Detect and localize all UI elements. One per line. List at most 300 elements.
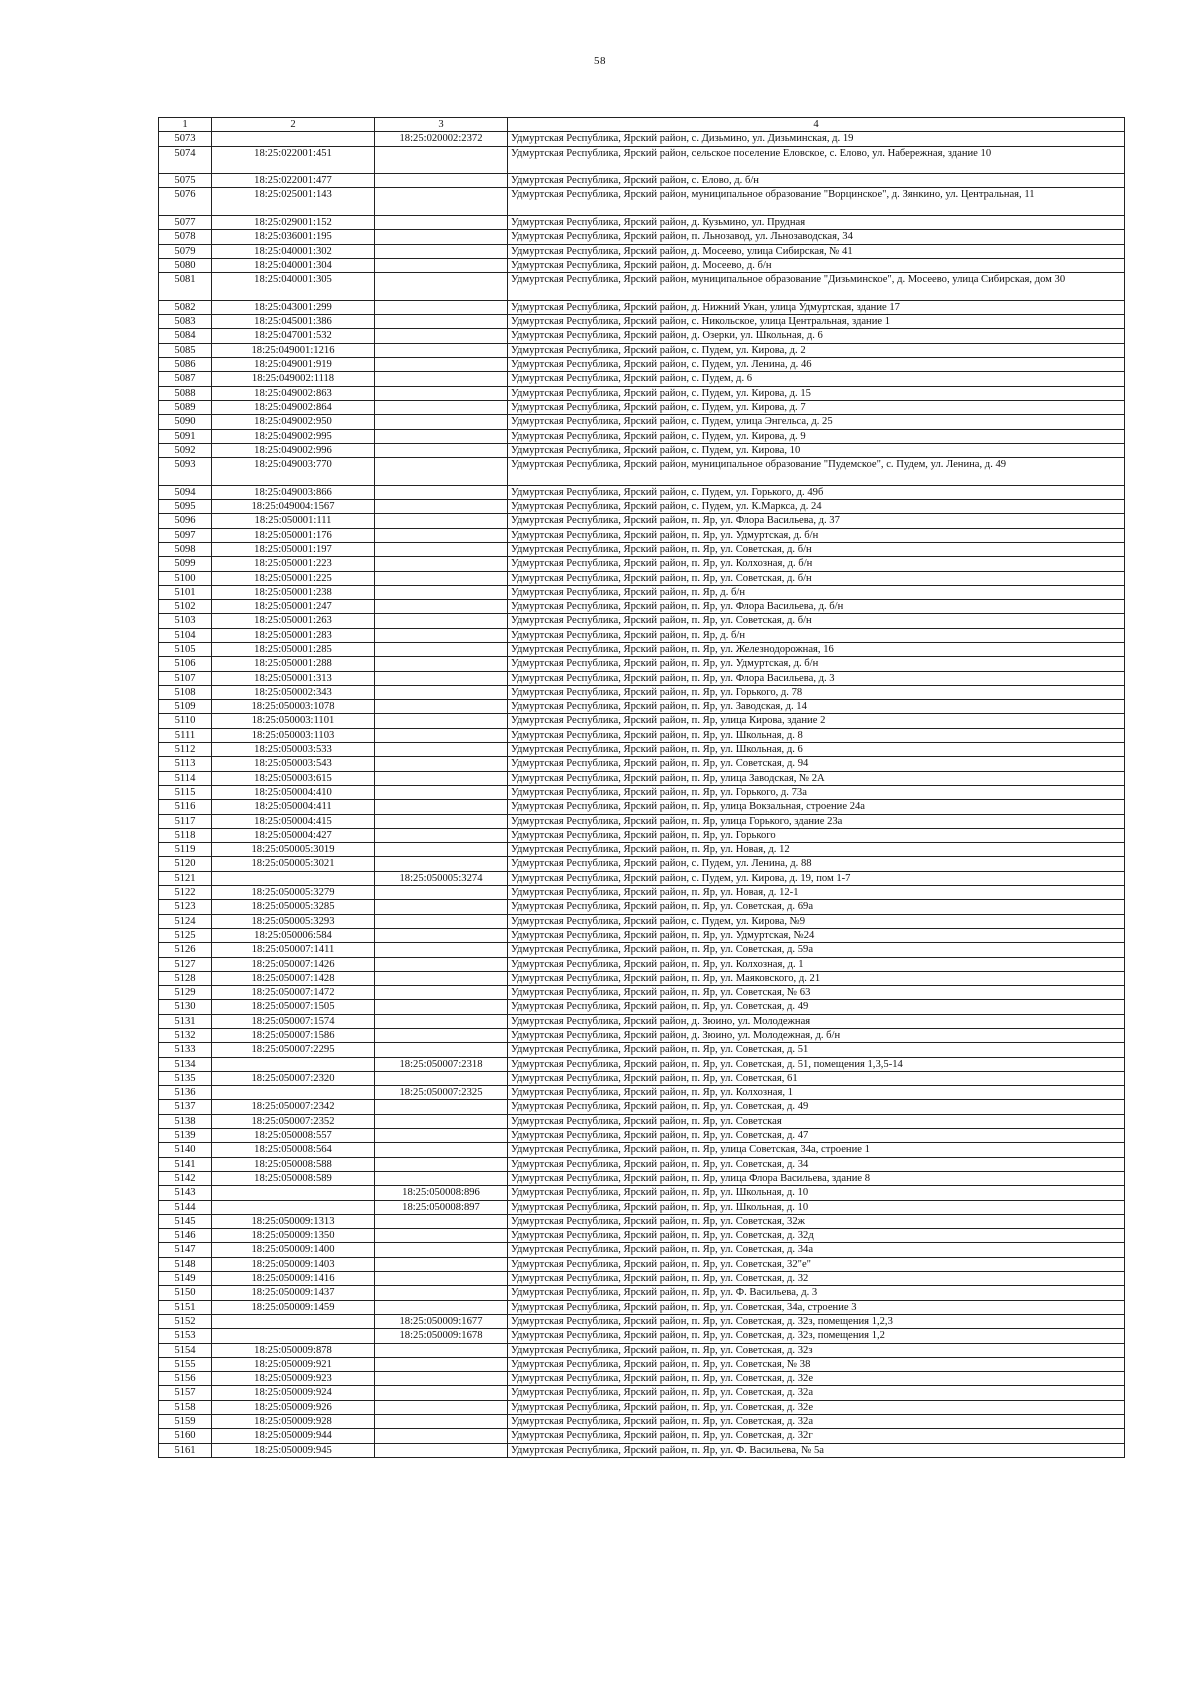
row-number-cell: 5116 (159, 800, 212, 814)
row-number-cell: 5110 (159, 714, 212, 728)
table-row (159, 928, 1125, 942)
cadastral-number-cell: 18:25:050009:923 (212, 1372, 375, 1386)
row-number-cell: 5161 (159, 1443, 212, 1457)
premises-cadastral-cell (375, 1157, 508, 1171)
row-number-cell: 5130 (159, 1000, 212, 1014)
cadastral-number-cell (212, 871, 375, 885)
row-number-cell: 5109 (159, 700, 212, 714)
table-row (159, 700, 1125, 714)
row-number-cell: 5079 (159, 244, 212, 258)
address-cell: Удмуртская Республика, Ярский район, п. Яр, ул. Советская, д. 32з, помещения 1,2,3 (508, 1314, 1125, 1328)
address-cell: Удмуртская Республика, Ярский район, п. Яр, улица Флора Васильева, здание 8 (508, 1171, 1125, 1185)
row-number-cell: 5090 (159, 415, 212, 429)
table-row (159, 1443, 1125, 1457)
row-number-cell: 5125 (159, 928, 212, 942)
table-row (159, 273, 1125, 301)
cadastral-number-cell: 18:25:050007:1411 (212, 943, 375, 957)
premises-cadastral-cell (375, 343, 508, 357)
address-cell: Удмуртская Республика, Ярский район, п. Яр, ул. Флора Васильева, д. 3 (508, 671, 1125, 685)
row-number-cell: 5128 (159, 971, 212, 985)
address-cell: Удмуртская Республика, Ярский район, с. Пудем, ул. Ленина, д. 88 (508, 857, 1125, 871)
row-number-cell: 5084 (159, 329, 212, 343)
cadastral-number-cell: 18:25:049002:863 (212, 386, 375, 400)
row-number-cell: 5113 (159, 757, 212, 771)
row-number-cell: 5141 (159, 1157, 212, 1171)
cadastral-number-cell: 18:25:050001:313 (212, 671, 375, 685)
cadastral-number-cell: 18:25:050009:928 (212, 1415, 375, 1429)
cadastral-number-cell: 18:25:050007:1428 (212, 971, 375, 985)
cadastral-number-cell: 18:25:050009:1313 (212, 1214, 375, 1228)
cadastral-number-cell: 18:25:050003:533 (212, 743, 375, 757)
address-cell: Удмуртская Республика, Ярский район, п. Яр, ул. Ф. Васильева, № 5а (508, 1443, 1125, 1457)
cadastral-number-cell: 18:25:050007:1586 (212, 1029, 375, 1043)
address-cell: Удмуртская Республика, Ярский район, п. Яр, ул. Советская, д. 49 (508, 1100, 1125, 1114)
premises-cadastral-cell (375, 188, 508, 216)
premises-cadastral-cell (375, 814, 508, 828)
row-number-cell: 5160 (159, 1429, 212, 1443)
premises-cadastral-cell (375, 273, 508, 301)
address-cell: Удмуртская Республика, Ярский район, п. Яр, ул. Удмуртская, д. б/н (508, 657, 1125, 671)
row-number-cell: 5093 (159, 458, 212, 486)
row-number-cell: 5083 (159, 315, 212, 329)
cadastral-number-cell: 18:25:049001:919 (212, 358, 375, 372)
address-cell: Удмуртская Республика, Ярский район, п. Яр, улица Кирова, здание 2 (508, 714, 1125, 728)
address-cell: Удмуртская Республика, Ярский район, п. Яр, ул. Советская, д. 32 (508, 1272, 1125, 1286)
premises-cadastral-cell (375, 146, 508, 174)
row-number-cell: 5134 (159, 1057, 212, 1071)
address-cell: Удмуртская Республика, Ярский район, с. Елово, д. б/н (508, 174, 1125, 188)
address-cell: Удмуртская Республика, Ярский район, д. Кузьмино, ул. Прудная (508, 216, 1125, 230)
address-cell: Удмуртская Республика, Ярский район, п. Яр, д. б/н (508, 585, 1125, 599)
row-number-cell: 5126 (159, 943, 212, 957)
table-row (159, 1300, 1125, 1314)
cadastral-number-cell: 18:25:025001:143 (212, 188, 375, 216)
cadastral-number-cell: 18:25:050001:263 (212, 614, 375, 628)
row-number-cell: 5149 (159, 1272, 212, 1286)
table-row (159, 132, 1125, 146)
row-number-cell: 5078 (159, 230, 212, 244)
cadastral-number-cell (212, 1329, 375, 1343)
property-registry-table (158, 117, 1125, 1458)
cadastral-number-cell: 18:25:050009:1437 (212, 1286, 375, 1300)
table-row (159, 642, 1125, 656)
row-number-cell: 5119 (159, 843, 212, 857)
premises-cadastral-cell (375, 1243, 508, 1257)
cadastral-number-cell: 18:25:049002:1118 (212, 372, 375, 386)
table-row (159, 557, 1125, 571)
table-row (159, 146, 1125, 174)
row-number-cell: 5146 (159, 1229, 212, 1243)
cadastral-number-cell: 18:25:050001:238 (212, 585, 375, 599)
table-row (159, 1329, 1125, 1343)
cadastral-number-cell: 18:25:050003:1078 (212, 700, 375, 714)
cadastral-number-cell: 18:25:049002:995 (212, 429, 375, 443)
premises-cadastral-cell (375, 1386, 508, 1400)
premises-cadastral-cell: 18:25:050008:896 (375, 1186, 508, 1200)
table-row (159, 514, 1125, 528)
cadastral-number-cell: 18:25:050009:1416 (212, 1272, 375, 1286)
cadastral-number-cell: 18:25:050005:3293 (212, 914, 375, 928)
premises-cadastral-cell (375, 557, 508, 571)
cadastral-number-cell: 18:25:049004:1567 (212, 500, 375, 514)
table-row (159, 1243, 1125, 1257)
row-number-cell: 5135 (159, 1071, 212, 1085)
row-number-cell: 5118 (159, 828, 212, 842)
row-number-cell: 5122 (159, 886, 212, 900)
row-number-cell: 5085 (159, 343, 212, 357)
row-number-cell: 5080 (159, 258, 212, 272)
address-cell: Удмуртская Республика, Ярский район, п. Яр, ул. Школьная, д. 8 (508, 728, 1125, 742)
address-cell: Удмуртская Республика, Ярский район, п. Яр, ул. Советская, д. б/н (508, 571, 1125, 585)
row-number-cell: 5099 (159, 557, 212, 571)
row-number-cell: 5145 (159, 1214, 212, 1228)
row-number-cell: 5101 (159, 585, 212, 599)
table-row (159, 1014, 1125, 1028)
table-row (159, 188, 1125, 216)
row-number-cell: 5112 (159, 743, 212, 757)
address-cell: Удмуртская Республика, Ярский район, муниципальное образование "Ворцинское", д. Зянкино, ул. Центральная, 11 (508, 188, 1125, 216)
table-row (159, 329, 1125, 343)
premises-cadastral-cell (375, 542, 508, 556)
cadastral-number-cell: 18:25:050004:415 (212, 814, 375, 828)
cadastral-number-cell: 18:25:050009:1403 (212, 1257, 375, 1271)
premises-cadastral-cell (375, 329, 508, 343)
row-number-cell: 5111 (159, 728, 212, 742)
cadastral-number-cell: 18:25:049003:866 (212, 485, 375, 499)
address-cell: Удмуртская Республика, Ярский район, сельское поселение Еловское, с. Елово, ул. Набережная, здание 10 (508, 146, 1125, 174)
premises-cadastral-cell (375, 1171, 508, 1185)
address-cell: Удмуртская Республика, Ярский район, п. Яр, ул. Новая, д. 12-1 (508, 886, 1125, 900)
row-number-cell: 5095 (159, 500, 212, 514)
table-row (159, 600, 1125, 614)
column-header-4: 4 (508, 118, 1125, 132)
premises-cadastral-cell (375, 1400, 508, 1414)
cadastral-number-cell: 18:25:050007:1505 (212, 1000, 375, 1014)
address-cell: Удмуртская Республика, Ярский район, с. Пудем, ул. К.Маркса, д. 24 (508, 500, 1125, 514)
table-row (159, 358, 1125, 372)
table-row (159, 828, 1125, 842)
address-cell: Удмуртская Республика, Ярский район, д. Озерки, ул. Школьная, д. 6 (508, 329, 1125, 343)
table-row (159, 1029, 1125, 1043)
address-cell: Удмуртская Республика, Ярский район, п. Яр, ул. Флора Васильева, д. б/н (508, 600, 1125, 614)
table-row (159, 871, 1125, 885)
premises-cadastral-cell (375, 571, 508, 585)
table-row (159, 429, 1125, 443)
table-row (159, 300, 1125, 314)
premises-cadastral-cell (375, 1300, 508, 1314)
row-number-cell: 5158 (159, 1400, 212, 1414)
premises-cadastral-cell (375, 415, 508, 429)
address-cell: Удмуртская Республика, Ярский район, с. Пудем, ул. Горького, д. 49б (508, 485, 1125, 499)
address-cell: Удмуртская Республика, Ярский район, п. Яр, ул. Советская, д. 34а (508, 1243, 1125, 1257)
table-row (159, 400, 1125, 414)
row-number-cell: 5140 (159, 1143, 212, 1157)
premises-cadastral-cell (375, 928, 508, 942)
table-row (159, 1200, 1125, 1214)
address-cell: Удмуртская Республика, Ярский район, п. Яр, д. б/н (508, 628, 1125, 642)
row-number-cell: 5115 (159, 785, 212, 799)
premises-cadastral-cell (375, 1043, 508, 1057)
table-row (159, 343, 1125, 357)
cadastral-number-cell: 18:25:050007:2342 (212, 1100, 375, 1114)
row-number-cell: 5136 (159, 1086, 212, 1100)
premises-cadastral-cell (375, 1014, 508, 1028)
cadastral-number-cell: 18:25:040001:304 (212, 258, 375, 272)
cadastral-number-cell: 18:25:050007:1472 (212, 986, 375, 1000)
row-number-cell: 5154 (159, 1343, 212, 1357)
cadastral-number-cell: 18:25:049001:1216 (212, 343, 375, 357)
premises-cadastral-cell (375, 1129, 508, 1143)
cadastral-number-cell: 18:25:050007:2320 (212, 1071, 375, 1085)
address-cell: Удмуртская Республика, Ярский район, п. Яр, ул. Маяковского, д. 21 (508, 971, 1125, 985)
row-number-cell: 5150 (159, 1286, 212, 1300)
address-cell: Удмуртская Республика, Ярский район, п. Яр, ул. Школьная, д. 10 (508, 1186, 1125, 1200)
table-row (159, 571, 1125, 585)
address-cell: Удмуртская Республика, Ярский район, п. Яр, улица Советская, 34а, строение 1 (508, 1143, 1125, 1157)
address-cell: Удмуртская Республика, Ярский район, д. Мосеево, д. б/н (508, 258, 1125, 272)
address-cell: Удмуртская Республика, Ярский район, п. Яр, ул. Колхозная, д. б/н (508, 557, 1125, 571)
table-row (159, 1386, 1125, 1400)
cadastral-number-cell: 18:25:050001:283 (212, 628, 375, 642)
row-number-cell: 5133 (159, 1043, 212, 1057)
table-row (159, 443, 1125, 457)
address-cell: Удмуртская Республика, Ярский район, с. Пудем, ул. Кирова, д. 9 (508, 429, 1125, 443)
cadastral-number-cell: 18:25:050009:945 (212, 1443, 375, 1457)
table-row (159, 1357, 1125, 1371)
premises-cadastral-cell (375, 485, 508, 499)
premises-cadastral-cell: 18:25:050008:897 (375, 1200, 508, 1214)
premises-cadastral-cell (375, 914, 508, 928)
column-header-1: 1 (159, 118, 212, 132)
cadastral-number-cell: 18:25:049003:770 (212, 458, 375, 486)
table-row (159, 528, 1125, 542)
address-cell: Удмуртская Республика, Ярский район, п. Яр, ул. Горького, д. 73а (508, 785, 1125, 799)
premises-cadastral-cell (375, 1000, 508, 1014)
premises-cadastral-cell (375, 585, 508, 599)
row-number-cell: 5124 (159, 914, 212, 928)
table-row (159, 315, 1125, 329)
premises-cadastral-cell (375, 429, 508, 443)
table-row (159, 1086, 1125, 1100)
table-row (159, 1400, 1125, 1414)
address-cell: Удмуртская Республика, Ярский район, п. Яр, ул. Советская, д. б/н (508, 542, 1125, 556)
cadastral-number-cell: 18:25:050001:223 (212, 557, 375, 571)
row-number-cell: 5094 (159, 485, 212, 499)
cadastral-number-cell: 18:25:050008:557 (212, 1129, 375, 1143)
premises-cadastral-cell (375, 514, 508, 528)
address-cell: Удмуртская Республика, Ярский район, п. Яр, ул. Колхозная, д. 1 (508, 957, 1125, 971)
table-row (159, 458, 1125, 486)
premises-cadastral-cell (375, 1343, 508, 1357)
premises-cadastral-cell (375, 244, 508, 258)
cadastral-number-cell: 18:25:050005:3279 (212, 886, 375, 900)
table-row (159, 1186, 1125, 1200)
row-number-cell: 5086 (159, 358, 212, 372)
table-row (159, 814, 1125, 828)
cadastral-number-cell: 18:25:050004:411 (212, 800, 375, 814)
cadastral-number-cell (212, 1186, 375, 1200)
row-number-cell: 5159 (159, 1415, 212, 1429)
table-row (159, 657, 1125, 671)
address-cell: Удмуртская Республика, Ярский район, п. Яр, ул. Советская, д. 69а (508, 900, 1125, 914)
cadastral-number-cell: 18:25:040001:302 (212, 244, 375, 258)
row-number-cell: 5121 (159, 871, 212, 885)
address-cell: Удмуртская Республика, Ярский район, п. Яр, ул. Советская, д. 32а (508, 1415, 1125, 1429)
premises-cadastral-cell (375, 1100, 508, 1114)
table-row (159, 1100, 1125, 1114)
address-cell: Удмуртская Республика, Ярский район, п. Яр, ул. Заводская, д. 14 (508, 700, 1125, 714)
address-cell: Удмуртская Республика, Ярский район, п. Яр, улица Горького, здание 23а (508, 814, 1125, 828)
cadastral-number-cell: 18:25:050006:584 (212, 928, 375, 942)
premises-cadastral-cell (375, 628, 508, 642)
address-cell: Удмуртская Республика, Ярский район, п. Яр, ул. Горького (508, 828, 1125, 842)
address-cell: Удмуртская Республика, Ярский район, п. Яр, ул. Удмуртская, д. б/н (508, 528, 1125, 542)
row-number-cell: 5100 (159, 571, 212, 585)
premises-cadastral-cell (375, 785, 508, 799)
address-cell: Удмуртская Республика, Ярский район, п. Яр, ул. Советская, 61 (508, 1071, 1125, 1085)
row-number-cell: 5106 (159, 657, 212, 671)
table-row (159, 500, 1125, 514)
address-cell: Удмуртская Республика, Ярский район, с. Пудем, ул. Ленина, д. 46 (508, 358, 1125, 372)
premises-cadastral-cell (375, 174, 508, 188)
row-number-cell: 5076 (159, 188, 212, 216)
table-row (159, 1343, 1125, 1357)
premises-cadastral-cell (375, 458, 508, 486)
cadastral-number-cell (212, 132, 375, 146)
table-row (159, 372, 1125, 386)
premises-cadastral-cell: 18:25:050007:2325 (375, 1086, 508, 1100)
row-number-cell: 5092 (159, 443, 212, 457)
cadastral-number-cell: 18:25:050009:944 (212, 1429, 375, 1443)
cadastral-number-cell: 18:25:050007:1426 (212, 957, 375, 971)
address-cell: Удмуртская Республика, Ярский район, п. Яр, ул. Советская, д. 49 (508, 1000, 1125, 1014)
table-row (159, 914, 1125, 928)
address-cell: Удмуртская Республика, Ярский район, п. Яр, ул. Советская, д. б/н (508, 614, 1125, 628)
address-cell: Удмуртская Республика, Ярский район, с. Никольское, улица Центральная, здание 1 (508, 315, 1125, 329)
address-cell: Удмуртская Республика, Ярский район, п. Яр, ул. Советская, д. 32д (508, 1229, 1125, 1243)
premises-cadastral-cell: 18:25:050009:1677 (375, 1314, 508, 1328)
row-number-cell: 5137 (159, 1100, 212, 1114)
cadastral-number-cell: 18:25:049002:996 (212, 443, 375, 457)
premises-cadastral-cell: 18:25:050007:2318 (375, 1057, 508, 1071)
table-row (159, 258, 1125, 272)
address-cell: Удмуртская Республика, Ярский район, п. Яр, ул. Советская, д. 47 (508, 1129, 1125, 1143)
premises-cadastral-cell (375, 300, 508, 314)
premises-cadastral-cell (375, 642, 508, 656)
premises-cadastral-cell (375, 728, 508, 742)
cadastral-number-cell: 18:25:050001:225 (212, 571, 375, 585)
table-row (159, 714, 1125, 728)
row-number-cell: 5148 (159, 1257, 212, 1271)
table-row (159, 1314, 1125, 1328)
premises-cadastral-cell (375, 857, 508, 871)
cadastral-number-cell (212, 1057, 375, 1071)
row-number-cell: 5153 (159, 1329, 212, 1343)
row-number-cell: 5139 (159, 1129, 212, 1143)
column-header-3: 3 (375, 118, 508, 132)
cadastral-number-cell: 18:25:050005:3021 (212, 857, 375, 871)
row-number-cell: 5155 (159, 1357, 212, 1371)
row-number-cell: 5075 (159, 174, 212, 188)
premises-cadastral-cell (375, 1415, 508, 1429)
premises-cadastral-cell (375, 315, 508, 329)
address-cell: Удмуртская Республика, Ярский район, п. Яр, ул. Советская, № 63 (508, 986, 1125, 1000)
cadastral-number-cell: 18:25:050009:878 (212, 1343, 375, 1357)
table-row (159, 230, 1125, 244)
row-number-cell: 5104 (159, 628, 212, 642)
table-row (159, 886, 1125, 900)
premises-cadastral-cell (375, 700, 508, 714)
address-cell: Удмуртская Республика, Ярский район, п. Яр, ул. Советская, д. 34 (508, 1157, 1125, 1171)
cadastral-number-cell: 18:25:050005:3285 (212, 900, 375, 914)
premises-cadastral-cell (375, 828, 508, 842)
premises-cadastral-cell (375, 843, 508, 857)
premises-cadastral-cell (375, 671, 508, 685)
row-number-cell: 5096 (159, 514, 212, 528)
row-number-cell: 5098 (159, 542, 212, 556)
premises-cadastral-cell (375, 886, 508, 900)
premises-cadastral-cell (375, 1272, 508, 1286)
premises-cadastral-cell (375, 1143, 508, 1157)
row-number-cell: 5103 (159, 614, 212, 628)
premises-cadastral-cell: 18:25:050005:3274 (375, 871, 508, 885)
table-row (159, 943, 1125, 957)
address-cell: Удмуртская Республика, Ярский район, с. Пудем, ул. Кирова, д. 7 (508, 400, 1125, 414)
address-cell: Удмуртская Республика, Ярский район, д. Нижний Укан, улица Удмуртская, здание 17 (508, 300, 1125, 314)
row-number-cell: 5107 (159, 671, 212, 685)
address-cell: Удмуртская Республика, Ярский район, п. Яр, ул. Железнодорожная, 16 (508, 642, 1125, 656)
table-row (159, 1114, 1125, 1128)
cadastral-number-cell: 18:25:050003:615 (212, 771, 375, 785)
address-cell: Удмуртская Республика, Ярский район, с. Дизьмино, ул. Дизьминская, д. 19 (508, 132, 1125, 146)
premises-cadastral-cell (375, 1372, 508, 1386)
table-row (159, 1000, 1125, 1014)
table-row (159, 485, 1125, 499)
premises-cadastral-cell (375, 372, 508, 386)
table-row (159, 1272, 1125, 1286)
cadastral-number-cell: 18:25:050008:589 (212, 1171, 375, 1185)
premises-cadastral-cell (375, 443, 508, 457)
cadastral-number-cell: 18:25:022001:477 (212, 174, 375, 188)
cadastral-number-cell: 18:25:022001:451 (212, 146, 375, 174)
address-cell: Удмуртская Республика, Ярский район, п. Яр, ул. Советская, д. 32г (508, 1429, 1125, 1443)
row-number-cell: 5114 (159, 771, 212, 785)
page-number: 58 (594, 55, 606, 67)
table-row (159, 1214, 1125, 1228)
premises-cadastral-cell (375, 743, 508, 757)
address-cell: Удмуртская Республика, Ярский район, п. Яр, ул. Удмуртская, №24 (508, 928, 1125, 942)
premises-cadastral-cell (375, 216, 508, 230)
address-cell: Удмуртская Республика, Ярский район, п. Яр, ул. Советская, д. 51, помещения 1,3,5-14 (508, 1057, 1125, 1071)
table-row (159, 1415, 1125, 1429)
table-row (159, 542, 1125, 556)
row-number-cell: 5108 (159, 685, 212, 699)
address-cell: Удмуртская Республика, Ярский район, п. Яр, ул. Школьная, д. 6 (508, 743, 1125, 757)
cadastral-number-cell: 18:25:050009:926 (212, 1400, 375, 1414)
table-row (159, 1143, 1125, 1157)
cadastral-number-cell: 18:25:050009:1459 (212, 1300, 375, 1314)
table-row (159, 1257, 1125, 1271)
cadastral-number-cell: 18:25:050004:427 (212, 828, 375, 842)
row-number-cell: 5143 (159, 1186, 212, 1200)
table-row (159, 857, 1125, 871)
row-number-cell: 5120 (159, 857, 212, 871)
address-cell: Удмуртская Республика, Ярский район, п. Яр, ул. Советская, д. 94 (508, 757, 1125, 771)
row-number-cell: 5105 (159, 642, 212, 656)
address-cell: Удмуртская Республика, Ярский район, п. Яр, ул. Флора Васильева, д. 37 (508, 514, 1125, 528)
table-row (159, 244, 1125, 258)
cadastral-number-cell: 18:25:050007:2295 (212, 1043, 375, 1057)
